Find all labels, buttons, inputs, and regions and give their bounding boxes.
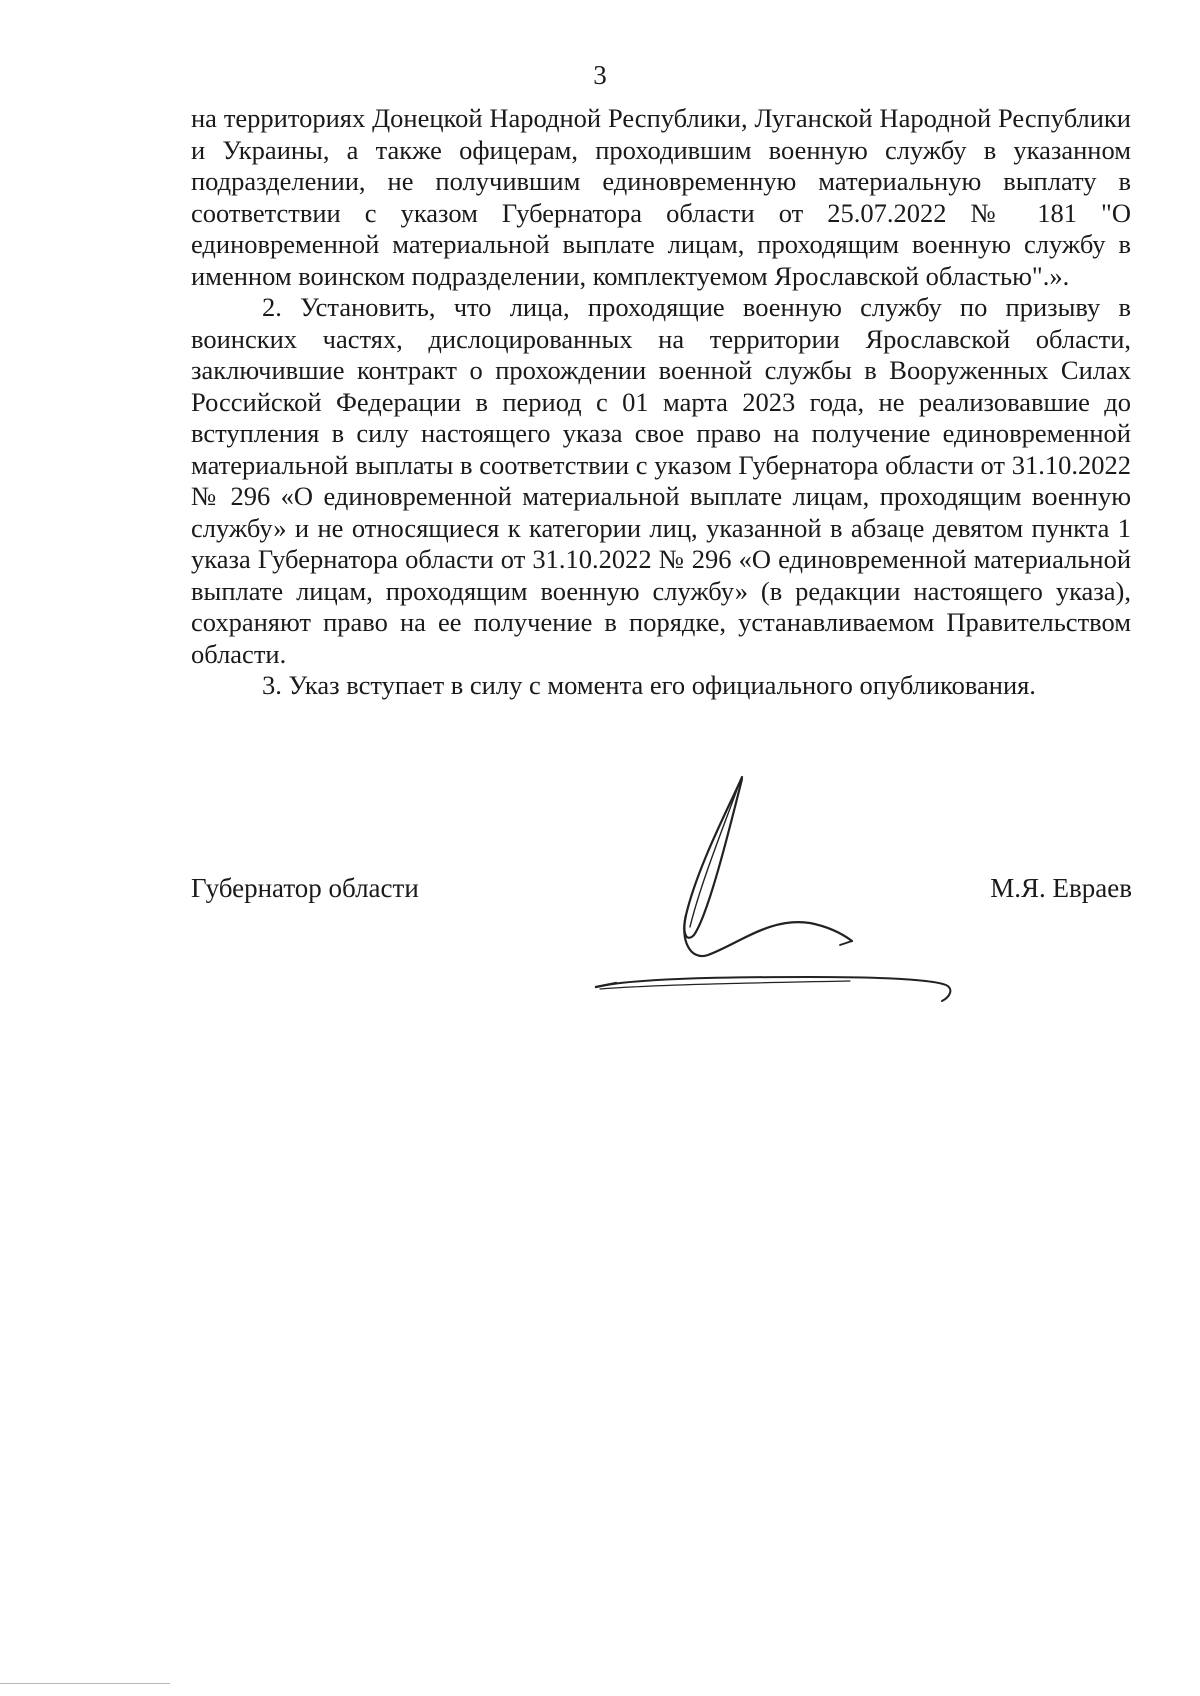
signatory-name: М.Я. Евраев xyxy=(990,873,1132,903)
scan-edge-line xyxy=(0,1683,170,1684)
paragraph-item-2: 2. Установить, что лица, проходящие военную службу по призыву в воинских частях, дислоцированных на территории Ярославской области, заключившие контракт о прохождении военной службы в Вооруженных Силах Российской Федерации в период с 01 марта 2023 года, не реализовавшие до вступления в силу настоящего указа свое право на получение единовременной материальной выплаты в соответствии с указом Губернатора области от 31.10.2022 № 296 «О единовременной материальной выплате лицам, проходящим военную службу» и не относящиеся к категории лиц, указанной в абзаце девятом пункта 1 указа Губернатора области от 31.10.2022 № 296 «О единовременной материальной выплате лицам, проходящим военную службу» (в редакции настоящего указа), сохраняют право на ее получение в порядке, устанавливаемом Правительством области. xyxy=(191,292,1131,669)
page-number: 3 xyxy=(593,60,607,90)
document-body xyxy=(191,103,1131,702)
paragraph-item-3: 3. Указ вступает в силу с момента его официального опубликования. xyxy=(262,670,1036,700)
paragraph-continuation: на территориях Донецкой Народной Республики, Луганской Народной Республики и Украины, а также офицерам, проходившим военную службу в указанном подразделении, не получившим единовременную материальную выплату в соответствии с указом Губернатора области от 25.07.2022 № 181 "О единовременной материальной выплате лицам, проходящим военную службу в именном воинском подразделении, комплектуемом Ярославской областью".». xyxy=(191,103,1131,291)
handwritten-signature xyxy=(590,765,990,1025)
signatory-title: Губернатор области xyxy=(191,873,419,903)
